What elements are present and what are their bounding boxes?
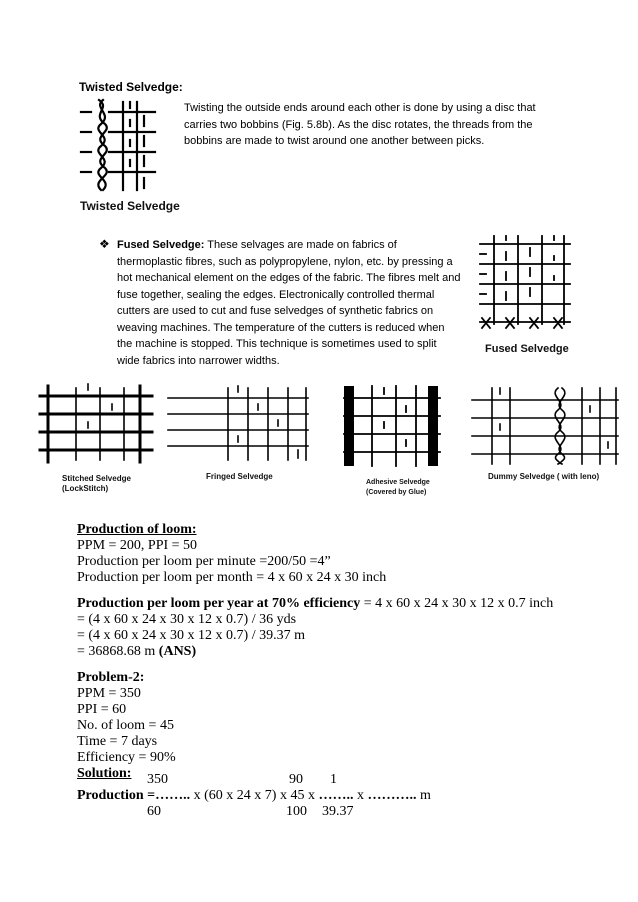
problem2-heading: Problem-2:: [77, 670, 145, 685]
fraction-num-3: 1: [330, 772, 337, 787]
fringed-selvedge-diagram: [164, 384, 314, 464]
production-calc-yds: = (4 x 60 x 24 x 30 x 12 x 0.7) / 36 yds: [77, 612, 297, 627]
problem2-ppi: PPI = 60: [77, 702, 127, 717]
dummy-selvedge-diagram: [470, 384, 620, 466]
production-calc-m: = (4 x 60 x 24 x 30 x 12 x 0.7) / 39.37 m: [77, 628, 305, 643]
adhesive-selvedge-diagram: [340, 382, 444, 470]
twisted-selvedge-paragraph: Twisting the outside ends around each other is done by using a disc that carries two bobbins (Fig. 5.8b). As the disc rotates, the threads from the bobbins are made to twist around one another between picks.: [184, 102, 536, 147]
fused-selvedge-caption: Fused Selvedge: [485, 343, 569, 355]
fringed-selvedge-caption: Fringed Selvedge: [206, 472, 273, 481]
fraction-den-1: 60: [147, 804, 161, 819]
stitched-selvedge-caption: Stitched Selvedge (LockStitch): [62, 474, 131, 493]
production-line-minute: Production per loom per minute =200/50 =4”: [77, 554, 331, 569]
twisted-selvedge-caption: Twisted Selvedge: [80, 199, 180, 213]
fraction-num-1: 350: [147, 772, 168, 787]
stitched-selvedge-diagram: [36, 382, 156, 466]
twisted-selvedge-heading: Twisted Selvedge:: [79, 80, 183, 94]
problem2-efficiency: Efficiency = 90%: [77, 750, 176, 765]
production-line-ppm: PPM = 200, PPI = 50: [77, 538, 198, 553]
bullet-icon: ❖: [99, 237, 110, 251]
production-answer: = 36868.68 m (ANS): [77, 644, 197, 659]
problem2-time: Time = 7 days: [77, 734, 158, 749]
fused-selvedge-diagram: [478, 232, 574, 334]
fraction-den-3: 39.37: [322, 804, 354, 819]
fraction-den-2: 100: [286, 804, 307, 819]
adhesive-selvedge-caption: Adhesive Selvedge (Covered by Glue): [366, 479, 430, 496]
production-line-month: Production per loom per month = 4 x 60 x 24 x 30 inch: [77, 570, 387, 585]
twisted-selvedge-diagram: [79, 96, 161, 196]
fused-selvedge-heading: Fused Selvedge:: [117, 239, 205, 251]
production-heading: Production of loom:: [77, 522, 197, 537]
fused-selvedge-text: These selvages are made on fabrics of thermoplastic fibres, such as polypropylene, nylon, etc. by pressing a hot mechanical element on the edges of the fabric. The fibres melt and fuse together, sealing the edges. Electronically controlled thermal cutters are used to cut and fuse selvedges of synthetic fabrics on weaving machines. The temperature of the cutters is reduced when the machine is stopped. This technique is sometimes used to split wide fabrics into narrower widths.: [117, 239, 461, 367]
problem2-looms: No. of loom = 45: [77, 718, 174, 733]
production-line-year: Production per loom per year at 70% efficiency = 4 x 60 x 24 x 30 x 12 x 0.7 inch: [77, 596, 554, 611]
fused-selvedge-paragraph: [117, 237, 462, 369]
problem2-ppm: PPM = 350: [77, 686, 141, 701]
solution-heading: Solution:: [77, 766, 132, 781]
dummy-selvedge-caption: Dummy Selvedge ( with leno): [488, 472, 600, 481]
fraction-num-2: 90: [289, 772, 303, 787]
production-formula: Production =…….. x (60 x 24 x 7) x 45 x …….. x ……….. m: [77, 788, 431, 803]
